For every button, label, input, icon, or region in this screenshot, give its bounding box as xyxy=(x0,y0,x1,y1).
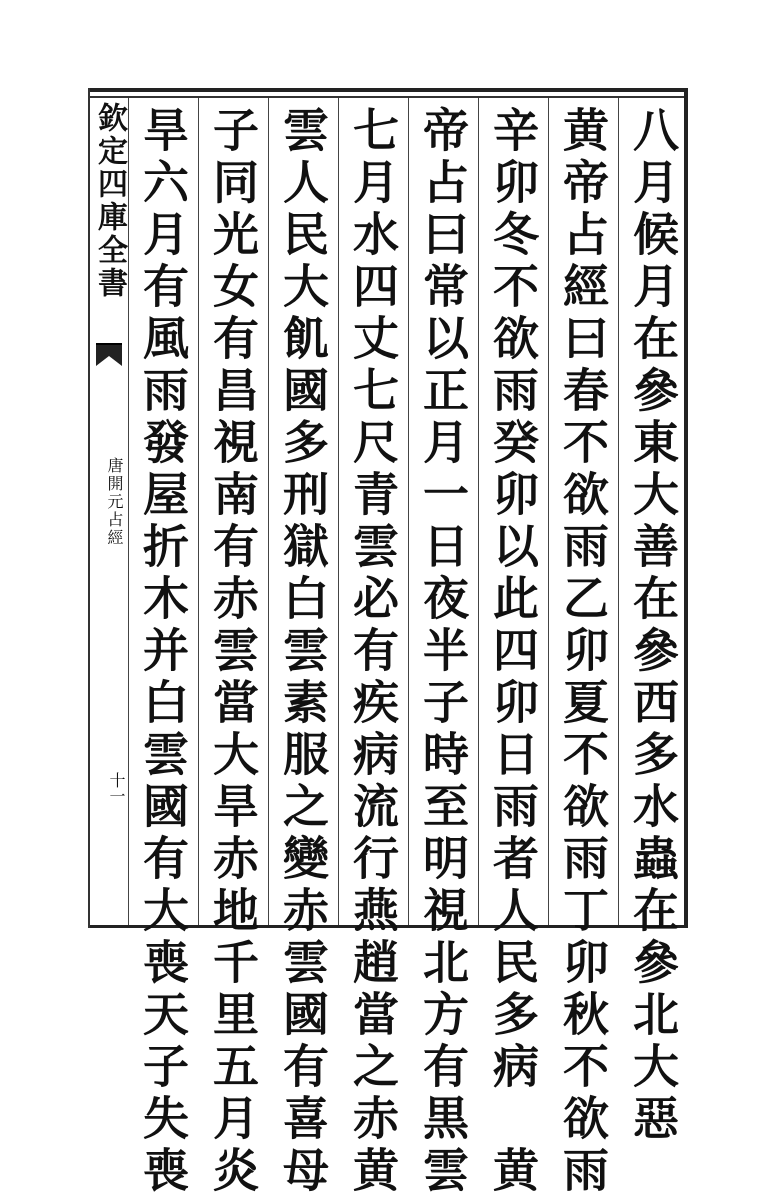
text-column-4: 帝占曰常以正月一日夜半子時至明視北方有黒雲 xyxy=(416,106,470,1198)
column-rule xyxy=(268,98,269,925)
column-rule xyxy=(618,98,619,925)
margin-column xyxy=(90,102,128,925)
text-column-3: 辛卯冬不欲雨癸卯以此四卯日雨者人民多病 黄 xyxy=(486,106,540,1198)
column-rule xyxy=(408,98,409,925)
text-column-6: 雲人民大飢國多刑獄白雲素服之變赤雲國有喜母 xyxy=(276,106,330,1198)
book-page xyxy=(88,88,688,1198)
text-column-1: 八月候月在參東大善在參西多水蟲在參北大惡 xyxy=(626,106,680,1146)
column-rule xyxy=(338,98,339,925)
column-rule xyxy=(128,98,129,925)
page-number: 十一 xyxy=(107,772,126,804)
fishtail-mark-icon xyxy=(94,342,124,368)
text-column-2: 黄帝占經曰春不欲雨乙卯夏不欲雨丁卯秋不欲雨 xyxy=(556,106,610,1198)
text-column-5: 七月水四丈七尺青雲必有疾病流行燕趙當之赤黄 xyxy=(346,106,400,1198)
text-column-8: 旱六月有風雨發屋折木并白雲國有大喪天子失喪 xyxy=(136,106,190,1198)
frame-right-border xyxy=(684,88,688,928)
column-rule xyxy=(198,98,199,925)
column-rule xyxy=(478,98,479,925)
frame-top-border xyxy=(88,88,688,92)
book-title: 唐開元占經 xyxy=(105,457,124,547)
frame-top-inner-border xyxy=(88,96,688,98)
collection-title: 欽定四庫全書 xyxy=(92,102,127,300)
column-rule xyxy=(548,98,549,925)
text-column-7: 子同光女有昌視南有赤雲當大旱赤地千里五月炎 xyxy=(206,106,260,1198)
